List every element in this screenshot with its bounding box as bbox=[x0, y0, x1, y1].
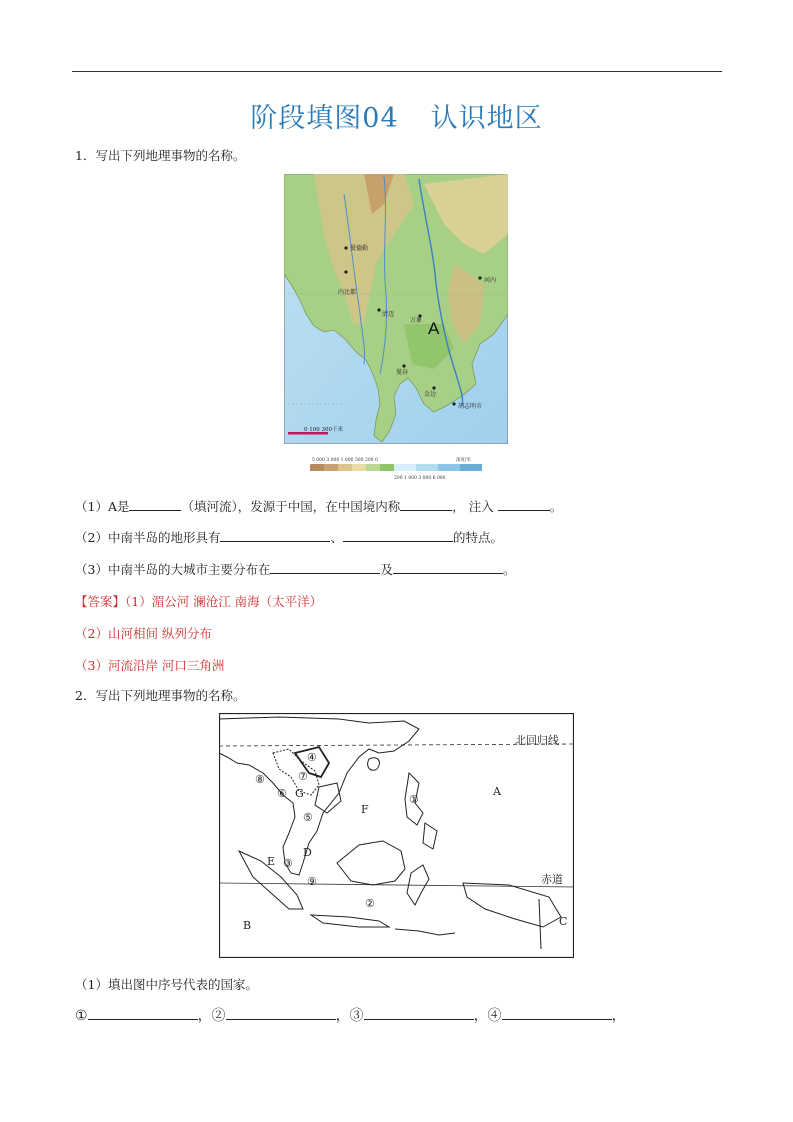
q2-b4-label: ，④ bbox=[473, 1008, 502, 1024]
blank-flows-into[interactable] bbox=[498, 499, 550, 511]
city-dot-hcmc bbox=[452, 402, 455, 405]
label-hcmc: 胡志明市 bbox=[458, 403, 483, 410]
q1-prompt: 1．写出下列地理事物的名称。 bbox=[75, 148, 246, 163]
southeast-asia-outline-map bbox=[219, 713, 574, 958]
city-dot-bangkok bbox=[402, 364, 405, 367]
indochina-terrain-map bbox=[284, 174, 508, 444]
label-naypyidaw: 内比都 bbox=[338, 289, 357, 296]
label-n8: ⑧ bbox=[255, 773, 265, 786]
label-vientiane: 万象 bbox=[410, 317, 423, 324]
label-n9: ⑨ bbox=[307, 875, 317, 888]
page-title bbox=[0, 96, 793, 135]
city-dot-naypyidaw bbox=[344, 270, 347, 273]
s2-text-a: （2）中南半岛的地形具有 bbox=[75, 530, 221, 545]
label-chiangmai: 清迈 bbox=[382, 311, 395, 318]
legend-swatch-1 bbox=[310, 464, 324, 471]
s1-text-b: （填河流），发源于中国，在中国境内称 bbox=[181, 499, 401, 514]
label-n1: ① bbox=[409, 793, 419, 806]
blank-country-1[interactable] bbox=[88, 1008, 198, 1020]
legend-swatch-9 bbox=[438, 464, 460, 471]
blank-country-4[interactable] bbox=[502, 1008, 612, 1020]
blank-city-2[interactable] bbox=[393, 562, 503, 574]
label-n5: ⑤ bbox=[303, 811, 313, 824]
q2-blanks bbox=[75, 1005, 626, 1025]
city-dot-chiangmai bbox=[377, 308, 380, 311]
answer-3: （3）河流沿岸 河口三角洲 bbox=[75, 658, 225, 673]
answer-1 bbox=[75, 592, 322, 610]
legend-elev-label: 5 000 3 000 1 000 500 200 0 bbox=[312, 458, 378, 463]
city-dot-hanoi bbox=[478, 276, 481, 279]
label-n4: ④ bbox=[307, 751, 317, 764]
answer-2: （2）山河相间 纵列分布 bbox=[75, 626, 212, 641]
blank-city-1[interactable] bbox=[270, 562, 380, 574]
s3-text-c: 。 bbox=[502, 562, 516, 577]
s2-text-b: 、 bbox=[330, 530, 343, 545]
label-n6: ⑥ bbox=[277, 787, 287, 800]
label-n2: ② bbox=[365, 897, 375, 910]
q2-prompt: 2．写出下列地理事物的名称。 bbox=[75, 688, 246, 703]
label-b: B bbox=[243, 919, 252, 932]
blank-terrain-2[interactable] bbox=[343, 530, 453, 542]
s2-text-c: 的特点。 bbox=[452, 530, 503, 545]
legend-sea-label: 200 1 000 3 000 6 000 bbox=[394, 476, 446, 481]
label-n3: ③ bbox=[283, 857, 293, 870]
s3-text-a: （3）中南半岛的大城市主要分布在 bbox=[75, 562, 271, 577]
label-equator: 赤道 bbox=[541, 873, 563, 886]
label-a: A bbox=[428, 319, 440, 338]
q2-b1-label: ① bbox=[75, 1008, 88, 1024]
label-c: C bbox=[559, 915, 568, 928]
q1-s3 bbox=[75, 560, 516, 578]
city-dot-phnompenh bbox=[432, 386, 435, 389]
q2-b5-label: ， bbox=[611, 1008, 626, 1024]
city-dot-mandalay bbox=[344, 246, 347, 249]
label-tropic: 北回归线 bbox=[515, 734, 559, 747]
legend-swatch-7 bbox=[394, 464, 416, 471]
s1-text-c: ， 注入 bbox=[452, 499, 498, 514]
elevation-legend bbox=[310, 455, 484, 485]
answer-label: 【答案】 bbox=[75, 594, 126, 609]
q2-s1: （1）填出图中序号代表的国家。 bbox=[75, 977, 258, 992]
label-n7: ⑦ bbox=[298, 770, 308, 783]
label-phnompenh: 金边 bbox=[424, 391, 437, 398]
blank-river[interactable] bbox=[129, 499, 181, 511]
title-sub: 认识地区 bbox=[430, 103, 543, 134]
label-a: A bbox=[493, 785, 501, 798]
legend-swatch-4 bbox=[352, 464, 366, 471]
q2-b2-label: ，② bbox=[197, 1008, 226, 1024]
label-f: F bbox=[361, 803, 369, 816]
answer-1-text: （1）湄公河 澜沧江 南海（太平洋） bbox=[125, 594, 323, 609]
scale-label: 0 100 300千米 bbox=[304, 427, 343, 433]
blank-china-name[interactable] bbox=[400, 499, 452, 511]
legend-swatch-6 bbox=[380, 464, 394, 471]
s1-text-a: （1）A是 bbox=[75, 499, 130, 514]
legend-swatch-10 bbox=[460, 464, 482, 471]
s3-text-b: 及 bbox=[380, 562, 393, 577]
label-bangkok: 曼谷 bbox=[396, 369, 409, 376]
legend-swatch-3 bbox=[338, 464, 352, 471]
title-main: 阶段填图04 bbox=[250, 103, 399, 134]
top-rule bbox=[72, 71, 722, 72]
blank-country-3[interactable] bbox=[364, 1008, 474, 1020]
q1-s2 bbox=[75, 528, 503, 546]
label-d: D bbox=[303, 846, 312, 859]
label-e: E bbox=[267, 855, 276, 868]
legend-swatch-5 bbox=[366, 464, 380, 471]
legend-swatch-2 bbox=[324, 464, 338, 471]
blank-country-2[interactable] bbox=[226, 1008, 336, 1020]
label-hanoi: 河内 bbox=[484, 277, 497, 284]
legend-swatch-8 bbox=[416, 464, 438, 471]
q1-s1 bbox=[75, 497, 562, 515]
blank-terrain-1[interactable] bbox=[220, 530, 330, 542]
label-g: G bbox=[295, 787, 304, 800]
q2-b3-label: ，③ bbox=[335, 1008, 364, 1024]
label-mandalay: 曼德勒 bbox=[350, 245, 369, 252]
legend-depth-label: 深度/米 bbox=[456, 458, 472, 463]
s1-text-d: 。 bbox=[549, 499, 563, 514]
